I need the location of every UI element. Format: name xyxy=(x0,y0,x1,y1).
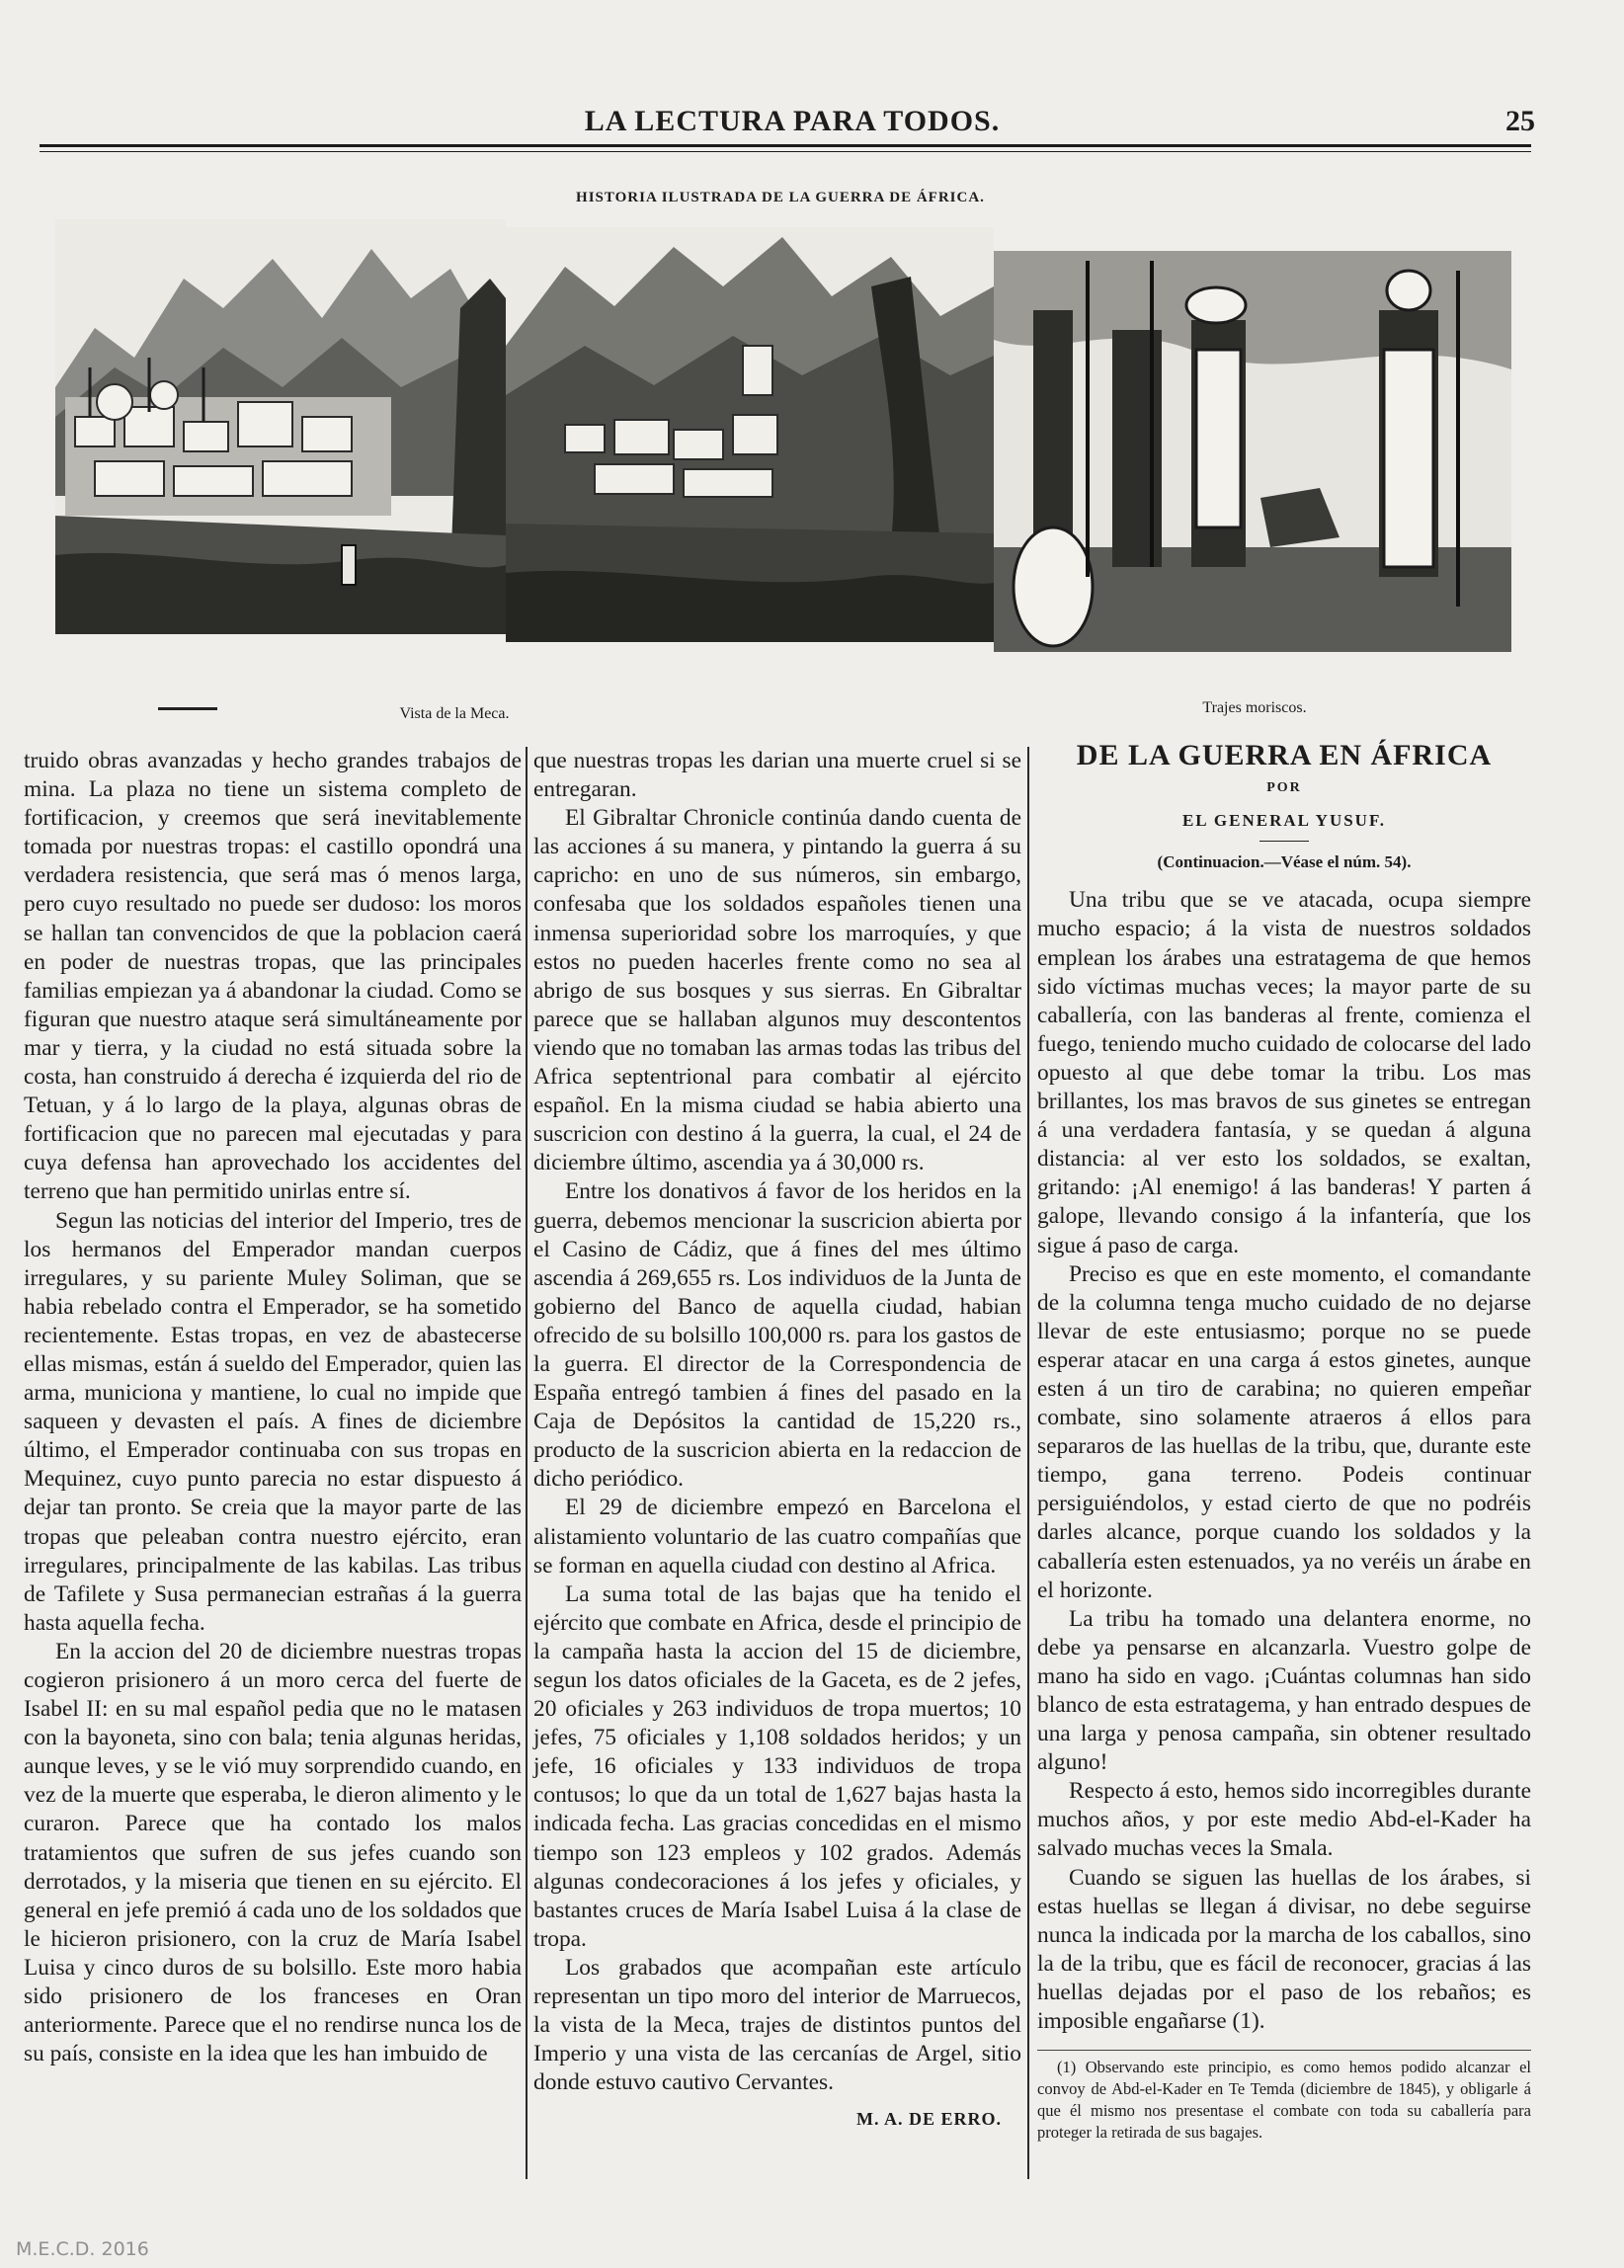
col1-paragraph-3: En la accion del 20 de diciembre nuestras tropas cogieron prisionero á un moro cerca del fuerte de Isabel II: en su mal español pedia que no le matasen con la bayoneta, sino con bala; tenia algunas heridas, aunque leves, y se le vió muy sorprendido cuando, en vez de la muerte que esperaba, le dieron alimento y le curaron. Parece que ha contado los malos tratamientos que sufren de sus jefes cuando son derrotados, y la miseria que tienen en su ejército. El general en jefe premió á cada uno de los soldados que le hicieron prisionero, con la cruz de María Isabel Luisa y cinco duros de su bolsillo. Este moro habia sido prisionero de los franceses en Oran anteriormente. Parece que el no rendirse nunca los de su país, consiste en la idea que les han imbuido de xyxy=(24,1638,523,2067)
col2-paragraph-4: El 29 de diciembre empezó en Barcelona el alistamiento voluntario de las cuatro compañías que se forman en aquella ciudad con destino al Africa. xyxy=(533,1495,1021,1579)
col1-paragraph-1: truido obras avanzadas y hecho grandes trabajos de mina. La plaza no tiene un sistema completo de fortificacion, y creemos que será inevitablemente tomada por nuestras tropas: el castillo opondrá una verdadera resistencia, que será mas ó menos larga, pero cuyo resultado no puede ser dudoso: los moros se hallan tan convencidos de que la poblacion caerá en poder de nuestras tropas, que las principales familias empiezan ya á abandonar la ciudad. Como se figuran que nuestro ataque será simultáneamente por mar y tierra, y la ciudad no está situada sobre la costa, han construido á derecha é izquierda del rio de Tetuan, y á lo largo de la playa, algunas obras de fortificacion que no parecen mal ejecutadas y para cuya defensa han aprovechado los accidentes del terreno que han permitido unirlas entre sí. xyxy=(24,748,522,1205)
col3-paragraph-3: La tribu ha tomado una delantera enorme, no debe ya pensarse en alcanzarla. Vuestro golpe de mano ha sido en vago. ¡Cuántas columnas han sido blanco de esta estratagema, y han entrado despues de una larga y penosa campaña, sin obtener resultado alguno! xyxy=(1037,1605,1531,1776)
moorish-costumes-illustration xyxy=(994,251,1511,652)
illustrated-history-heading: HISTORIA ILUSTRADA DE LA GUERRA DE ÁFRICA. xyxy=(576,190,985,205)
section-title: DE LA GUERRA EN ÁFRICA xyxy=(1076,739,1493,771)
section-author: EL GENERAL YUSUF. xyxy=(1181,811,1387,831)
publication-title: LA LECTURA PARA TODOS. xyxy=(584,105,1001,137)
column-2 xyxy=(533,747,1021,2135)
col2-paragraph-5: La suma total de las bajas que ha tenido el ejército que combate en Africa, desde el principio de la campaña hasta la accion del 15 de diciembre, segun los datos oficiales de la Gaceta, es de 2 jefes, 20 oficiales y 263 individuos de tropa muertos; 10 jefes, 75 oficiales y 1,108 soldados heridos; y un jefe, 16 oficiales y 133 individuos de tropa contusos; lo que da un total de 1,627 bajas hasta la indicada fecha. Las gracias concedidas en el mismo tiempo son 123 empleos y 102 grados. Además algunas condecoraciones á los jefes y oficiales, y bastantes cruces de María Isabel Luisa á la clase de tropa. xyxy=(533,1580,1021,1952)
footnote: (1) Observando este principio, es como hemos podido alcanzar el convoy de Abd-el-Kader en Te Temda (diciembre de 1845), y obligarle á que él mismo nos presentase el combate con toda su caballería para proteger la retirada de sus bagajes. xyxy=(1037,2050,1531,2144)
col3-paragraph-2: Preciso es que en este momento, el comandante de la columna tenga mucho cuidado de no dejarse llevar de este entusiasmo; porque no se puede esperar atacar en una carga á estos ginetes, aunque esten á un tiro de carabina; no quieren empeñar combate, sino solamente atraeros á ellos para separaros de las huellas de la tribu, que, durante este tiempo, gana terreno. Podeis continuar persiguiéndolos, y estad cierto de que no podréis darles alcance, porque cuando los soldados y la caballería esten estenuados, ya no veréis un árabe en el horizonte. xyxy=(1037,1260,1531,1603)
costumes-caption: Trajes moriscos. xyxy=(1202,699,1307,716)
col3-paragraph-1: Una tribu que se ve atacada, ocupa siempre mucho espacio; á la vista de nuestros soldados emplean los árabes una estratagema de que hemos sido víctimas muchas veces; la mayor parte de su caballería, con las banderas al frente, comienza el fuego, teniendo mucho cuidado de colocarse del lado opuesto al que debe tomar la tribu. Los mas brillantes, los mas bravos de sus ginetes se entregan á una verdadera fantasía, y se quedan á alguna distancia: al ver esto los soldados, se exaltan, gritando: ¡Al enemigo! á las banderas! Y parten á galope, llevando consigo á la infantería, que los sigue á paso de carga. xyxy=(1037,887,1531,1258)
mountain-town-illustration xyxy=(506,227,994,642)
continuation-note: (Continuacion.—Véase el núm. 54). xyxy=(1157,852,1412,872)
archive-watermark: M.E.C.D. 2016 xyxy=(16,2238,149,2260)
section-por: POR xyxy=(1266,780,1302,796)
column-divider-1 xyxy=(526,747,528,2179)
illustration-bottom-rule xyxy=(158,707,217,710)
column-divider-2 xyxy=(1027,747,1029,2179)
col2-paragraph-6: Los grabados que acompañan este artículo representan un tipo moro del interior de Marruecos, la vista de la Meca, trajes de distintos puntos del Imperio y una vista de las cercanías de Argel, sitio donde estuvo cautivo Cervantes. xyxy=(533,1954,1021,2096)
section-rule xyxy=(1259,841,1309,842)
page-header xyxy=(40,99,1545,148)
col2-paragraph-3: Entre los donativos á favor de los heridos en la guerra, debemos mencionar la suscricion abierta por el Casino de Cádiz, que á fines del mes último ascendia á 269,655 rs. Los individuos de la Junta de gobierno del Banco de aquella ciudad, habian ofrecido de su bolsillo 100,000 rs. para los gastos de la guerra. El director de la Correspondencia de España entregó tambien á fines del pasado en la Caja de Depósitos la cantidad de 15,220 rs., producto de la suscricion abierta en la redaccion de dicho periódico. xyxy=(533,1178,1021,1493)
column-1 xyxy=(24,747,522,2068)
page-number: 25 xyxy=(1505,105,1535,137)
article-signature: M. A. DE ERRO. xyxy=(855,2109,1002,2130)
mecca-caption: Vista de la Meca. xyxy=(399,705,510,722)
col3-paragraph-4: Respecto á esto, hemos sido incorregibles durante muchos años, y por este medio Abd-el-Kader ha salvado muchas veces la Smala. xyxy=(1037,1778,1531,1862)
col2-paragraph-1: que nuestras tropas les darian una muerte cruel si se entregaran. xyxy=(533,748,1021,803)
col3-paragraph-5: Cuando se siguen las huellas de los árabes, si estas huellas se llegan á divisar, no debe seguirse nunca la indicada por la marcha de los caballos, sino la de la tribu, que es fácil de reconocer, gracias á las huellas dejadas por el paso de los rebaños; es imposible engañarse (1). xyxy=(1037,1864,1531,2035)
mecca-view-illustration xyxy=(55,219,506,634)
col2-paragraph-2: El Gibraltar Chronicle continúa dando cuenta de las acciones á su manera, y pintando la guerra á su capricho: en uno de sus números, sin embargo, confesaba que los soldados españoles tienen una inmensa superioridad sobre los marroquíes, y que estos no pueden hacerles frente como no sea al abrigo de sus bosques y sus sierras. En Gibraltar parece que se hallaban algunos muy descontentos viendo que no tomaban las armas todas las tribus del Africa septentrional para combatir al ejército español. En la misma ciudad se habia abierto una suscricion con destino á la guerra, la cual, el 24 de diciembre último, ascendia ya á 30,000 rs. xyxy=(533,805,1021,1176)
column-3 xyxy=(1037,741,1531,2144)
header-rule xyxy=(40,144,1531,152)
col1-paragraph-2: Segun las noticias del interior del Imperio, tres de los hermanos del Emperador mandan cuerpos irregulares, y su pariente Muley Soliman, que se habia rebelado contra el Emperador, se ha sometido recientemente. Estas tropas, en vez de abastecerse ellas mismas, están á sueldo del Emperador, quien las arma, municiona y mantiene, lo cual no impide que saqueen y devasten el país. A fines de diciembre último, el Emperador continuaba con sus tropas en Mequinez, cuyo punto parecia no estar dispuesto á dejar tan pronto. Se creia que la mayor parte de las tropas que peleaban contra nuestro ejército, eran irregulares, principalmente de las kabilas. Las tribus de Tafilete y Susa permanecian estrañas á la guerra hasta aquella fecha. xyxy=(24,1207,522,1636)
